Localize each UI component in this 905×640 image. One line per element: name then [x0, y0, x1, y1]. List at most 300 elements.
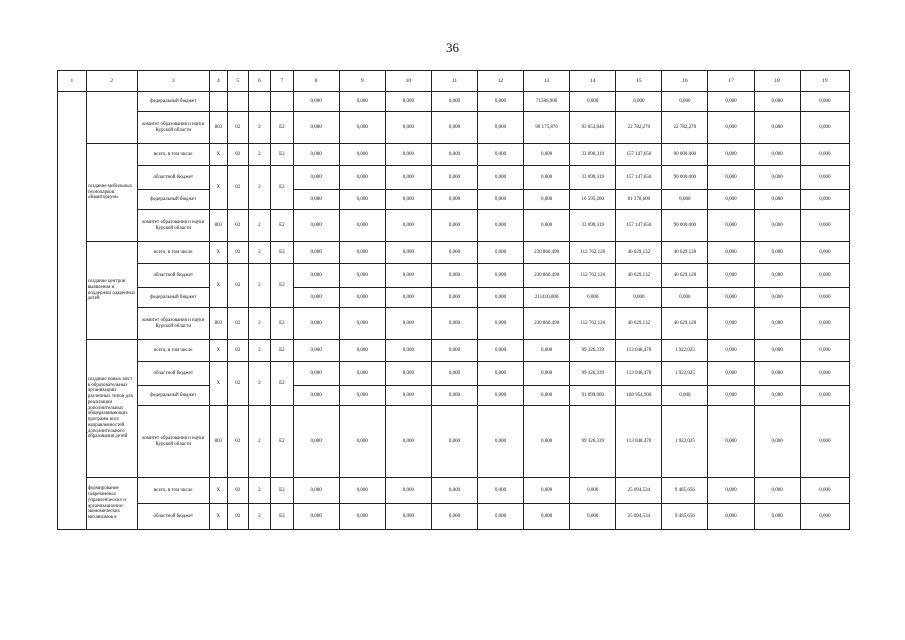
- value-cell: 0,000: [431, 210, 477, 242]
- value-cell: 0,000: [293, 478, 339, 504]
- value-cell: 93 053,846: [570, 112, 616, 144]
- value-cell: 0,000: [385, 144, 431, 166]
- value-cell: 0,000: [754, 190, 800, 210]
- table-row: [58, 386, 850, 406]
- measure-name: создание новых мест в образовательных организациях различных типов для реализации дополнительных общеразвивающих программ всех направленностей дополнительного образования детей: [86, 340, 137, 478]
- value-cell: 0,000: [339, 406, 385, 478]
- value-cell: 0,000: [385, 386, 431, 406]
- value-cell: 40 629,132: [616, 264, 662, 288]
- value-cell: 40 629,128: [662, 264, 708, 288]
- value-cell: 25 094,534: [616, 504, 662, 530]
- value-cell: 0,000: [800, 166, 849, 190]
- value-cell: 230 860,490: [524, 308, 570, 340]
- value-cell: 9 485,656: [662, 478, 708, 504]
- value-cell: 0,000: [708, 308, 754, 340]
- value-cell: 0,000: [477, 112, 523, 144]
- value-cell: 0,000: [524, 504, 570, 530]
- value-cell: 0,000: [754, 386, 800, 406]
- value-cell: 211410,000: [524, 288, 570, 308]
- value-cell: 0,000: [800, 92, 849, 112]
- value-cell: 0,000: [431, 478, 477, 504]
- code-cell: 02: [228, 144, 248, 166]
- value-cell: 0,000: [431, 288, 477, 308]
- code-cell: [271, 92, 294, 112]
- value-cell: 33 090,319: [570, 166, 616, 190]
- value-cell: 0,000: [754, 264, 800, 288]
- value-cell: 113 048,470: [616, 406, 662, 478]
- value-cell: 40 629,132: [616, 242, 662, 264]
- value-cell: 0,000: [431, 386, 477, 406]
- value-cell: 0,000: [800, 210, 849, 242]
- value-cell: 0,000: [477, 144, 523, 166]
- measure-name: формирование современных управленческих и организационно-экономических механизмов в: [86, 478, 137, 530]
- value-cell: 0,000: [339, 504, 385, 530]
- value-cell: 0,000: [339, 386, 385, 406]
- value-cell: 0,000: [708, 92, 754, 112]
- code-cell: 02: [228, 166, 248, 210]
- value-cell: 0,000: [477, 288, 523, 308]
- value-cell: 108 954,900: [616, 386, 662, 406]
- value-cell: 0,000: [524, 340, 570, 362]
- value-cell: 0,000: [477, 264, 523, 288]
- value-cell: 0,000: [385, 478, 431, 504]
- header-cell: 5: [228, 71, 248, 92]
- table-row: [58, 264, 850, 288]
- value-cell: 0,000: [524, 144, 570, 166]
- value-cell: 0,000: [293, 362, 339, 386]
- table-row: [58, 166, 850, 190]
- value-cell: 99 326,339: [570, 340, 616, 362]
- funding-source-label: комитет образования и науки Курской области: [137, 210, 209, 242]
- code-cell: Х: [209, 478, 227, 504]
- header-cell: 2: [86, 71, 137, 92]
- value-cell: 0,000: [708, 406, 754, 478]
- header-cell: 3: [137, 71, 209, 92]
- value-cell: 0,000: [385, 92, 431, 112]
- value-cell: 0,000: [800, 478, 849, 504]
- value-cell: 90 000,000: [662, 210, 708, 242]
- value-cell: 0,000: [339, 112, 385, 144]
- value-cell: 0,000: [754, 478, 800, 504]
- value-cell: 0,000: [385, 264, 431, 288]
- value-cell: 90 175,876: [524, 112, 570, 144]
- value-cell: 0,000: [800, 288, 849, 308]
- value-cell: 0,000: [754, 362, 800, 386]
- table-row: [58, 308, 850, 340]
- value-cell: 0,000: [662, 190, 708, 210]
- value-cell: 71586,900: [524, 92, 570, 112]
- value-cell: 0,000: [708, 166, 754, 190]
- value-cell: 0,000: [570, 478, 616, 504]
- budget-table: [57, 70, 850, 530]
- code-cell: E2: [271, 362, 294, 406]
- value-cell: 0,000: [339, 166, 385, 190]
- code-cell: Х: [209, 144, 227, 166]
- value-cell: 0,000: [800, 112, 849, 144]
- value-cell: 0,000: [293, 210, 339, 242]
- value-cell: 0,000: [754, 406, 800, 478]
- value-cell: 25 094,534: [616, 478, 662, 504]
- value-cell: 157 147,656: [616, 144, 662, 166]
- value-cell: 0,000: [431, 406, 477, 478]
- value-cell: 230 860,490: [524, 242, 570, 264]
- code-cell: 02: [228, 242, 248, 264]
- value-cell: 113 048,470: [616, 362, 662, 386]
- value-cell: 1 922,025: [662, 362, 708, 386]
- value-cell: 0,000: [385, 210, 431, 242]
- value-cell: 0,000: [477, 166, 523, 190]
- code-cell: E2: [271, 340, 294, 362]
- value-cell: 0,000: [431, 242, 477, 264]
- value-cell: 0,000: [431, 308, 477, 340]
- code-cell: 02: [228, 504, 248, 530]
- funding-source-label: областной бюджет: [137, 166, 209, 190]
- value-cell: 0,000: [616, 92, 662, 112]
- value-cell: 0,000: [570, 504, 616, 530]
- value-cell: 90 000,000: [662, 144, 708, 166]
- code-cell: 803: [209, 210, 227, 242]
- value-cell: 0,000: [293, 190, 339, 210]
- value-cell: 0,000: [754, 308, 800, 340]
- table-row: [58, 504, 850, 530]
- code-cell: Х: [209, 340, 227, 362]
- value-cell: 99 326,339: [570, 406, 616, 478]
- value-cell: 0,000: [708, 112, 754, 144]
- value-cell: 0,000: [339, 92, 385, 112]
- value-cell: 16 595,200: [570, 190, 616, 210]
- value-cell: 0,000: [431, 504, 477, 530]
- value-cell: 0,000: [754, 92, 800, 112]
- value-cell: 0,000: [800, 144, 849, 166]
- value-cell: 0,000: [708, 386, 754, 406]
- code-cell: 803: [209, 406, 227, 478]
- funding-source-label: комитет образования и науки Курской области: [137, 112, 209, 144]
- value-cell: 99 326,339: [570, 362, 616, 386]
- value-cell: 0,000: [293, 112, 339, 144]
- code-cell: 2: [248, 362, 271, 406]
- value-cell: 0,000: [477, 406, 523, 478]
- header-cell: 13: [524, 71, 570, 92]
- funding-source-label: комитет образования и науки Курской области: [137, 406, 209, 478]
- code-cell: E2: [271, 144, 294, 166]
- code-cell: 2: [248, 340, 271, 362]
- value-cell: 40 629,128: [662, 308, 708, 340]
- value-cell: 0,000: [662, 288, 708, 308]
- funding-source-label: областной бюджет: [137, 504, 209, 530]
- value-cell: 9 485,656: [662, 504, 708, 530]
- value-cell: 0,000: [477, 242, 523, 264]
- table-row: [58, 406, 850, 478]
- header-cell: 6: [248, 71, 271, 92]
- value-cell: 0,000: [524, 190, 570, 210]
- value-cell: 0,000: [293, 340, 339, 362]
- code-cell: [248, 92, 271, 112]
- value-cell: 0,000: [708, 210, 754, 242]
- value-cell: 0,000: [339, 144, 385, 166]
- page-number: 36: [446, 40, 459, 55]
- header-cell: 4: [209, 71, 227, 92]
- header-cell: 8: [293, 71, 339, 92]
- measure-name: [86, 92, 137, 144]
- value-cell: 1 922,025: [662, 340, 708, 362]
- value-cell: 0,000: [708, 288, 754, 308]
- value-cell: 0,000: [708, 362, 754, 386]
- value-cell: 0,000: [339, 242, 385, 264]
- header-cell: 17: [708, 71, 754, 92]
- value-cell: 0,000: [477, 210, 523, 242]
- code-cell: E2: [271, 166, 294, 210]
- value-cell: 0,000: [431, 166, 477, 190]
- header-cell: 15: [616, 71, 662, 92]
- value-cell: 91 099,900: [570, 386, 616, 406]
- code-cell: E2: [271, 210, 294, 242]
- value-cell: 0,000: [293, 504, 339, 530]
- table-row: [58, 144, 850, 166]
- code-cell: 2: [248, 242, 271, 264]
- value-cell: 33 090,319: [570, 144, 616, 166]
- code-cell: 2: [248, 210, 271, 242]
- value-cell: 40 629,128: [662, 242, 708, 264]
- value-cell: 81 378,600: [616, 190, 662, 210]
- code-cell: 2: [248, 112, 271, 144]
- code-cell: 02: [228, 264, 248, 308]
- value-cell: 0,000: [431, 264, 477, 288]
- funding-source-label: всего, в том числе: [137, 144, 209, 166]
- value-cell: 0,000: [800, 340, 849, 362]
- value-cell: 0,000: [524, 406, 570, 478]
- value-cell: 0,000: [385, 406, 431, 478]
- funding-source-label: комитет образования и науки Курской области: [137, 308, 209, 340]
- value-cell: 0,000: [524, 210, 570, 242]
- value-cell: 0,000: [477, 340, 523, 362]
- value-cell: 0,000: [339, 340, 385, 362]
- code-cell: 02: [228, 362, 248, 406]
- value-cell: 0,000: [293, 406, 339, 478]
- value-cell: 0,000: [339, 362, 385, 386]
- funding-source-label: всего, в том числе: [137, 478, 209, 504]
- value-cell: 22 782,270: [662, 112, 708, 144]
- code-cell: 02: [228, 112, 248, 144]
- value-cell: 0,000: [477, 504, 523, 530]
- funding-source-label: федеральный бюджет: [137, 288, 209, 308]
- header-cell: 18: [754, 71, 800, 92]
- value-cell: 1 922,025: [662, 406, 708, 478]
- value-cell: 0,000: [477, 92, 523, 112]
- value-cell: 0,000: [385, 340, 431, 362]
- value-cell: 0,000: [385, 362, 431, 386]
- table-row: [58, 92, 850, 112]
- value-cell: 0,000: [708, 242, 754, 264]
- code-cell: E2: [271, 264, 294, 308]
- value-cell: 0,000: [800, 362, 849, 386]
- header-cell: 9: [339, 71, 385, 92]
- value-cell: 0,000: [477, 308, 523, 340]
- value-cell: 0,000: [293, 92, 339, 112]
- value-cell: 0,000: [477, 190, 523, 210]
- value-cell: 112 762,126: [570, 242, 616, 264]
- table-row: [58, 210, 850, 242]
- funding-source-label: областной бюджет: [137, 264, 209, 288]
- value-cell: 0,000: [293, 166, 339, 190]
- code-cell: 2: [248, 406, 271, 478]
- funding-source-label: всего, в том числе: [137, 242, 209, 264]
- value-cell: 0,000: [385, 190, 431, 210]
- code-cell: E2: [271, 308, 294, 340]
- value-cell: 157 147,656: [616, 166, 662, 190]
- header-cell: 11: [431, 71, 477, 92]
- value-cell: 0,000: [662, 92, 708, 112]
- value-cell: 0,000: [800, 242, 849, 264]
- value-cell: 0,000: [708, 264, 754, 288]
- value-cell: 0,000: [385, 504, 431, 530]
- header-cell: 7: [271, 71, 294, 92]
- value-cell: 0,000: [477, 362, 523, 386]
- value-cell: 0,000: [708, 340, 754, 362]
- value-cell: 0,000: [708, 504, 754, 530]
- code-cell: Х: [209, 166, 227, 210]
- value-cell: 0,000: [293, 386, 339, 406]
- value-cell: 0,000: [524, 386, 570, 406]
- value-cell: 0,000: [708, 144, 754, 166]
- header-row: [58, 71, 850, 92]
- value-cell: 0,000: [616, 288, 662, 308]
- value-cell: 0,000: [477, 386, 523, 406]
- value-cell: 0,000: [524, 478, 570, 504]
- code-cell: E2: [271, 406, 294, 478]
- value-cell: 0,000: [431, 144, 477, 166]
- code-cell: 803: [209, 112, 227, 144]
- value-cell: 0,000: [800, 406, 849, 478]
- code-cell: [228, 92, 248, 112]
- value-cell: 0,000: [293, 242, 339, 264]
- table-row: [58, 112, 850, 144]
- code-cell: 02: [228, 340, 248, 362]
- value-cell: 230 860,490: [524, 264, 570, 288]
- value-cell: 0,000: [754, 144, 800, 166]
- value-cell: 113 048,470: [616, 340, 662, 362]
- code-cell: 02: [228, 210, 248, 242]
- value-cell: 0,000: [339, 190, 385, 210]
- code-cell: Х: [209, 242, 227, 264]
- header-cell: 14: [570, 71, 616, 92]
- code-cell: 02: [228, 406, 248, 478]
- value-cell: 0,000: [800, 264, 849, 288]
- header-cell: 16: [662, 71, 708, 92]
- value-cell: 0,000: [385, 308, 431, 340]
- value-cell: 0,000: [570, 92, 616, 112]
- code-cell: 2: [248, 264, 271, 308]
- measure-name: создание центров выявления и поддержки одаренных детей: [86, 242, 137, 340]
- value-cell: 33 090,319: [570, 210, 616, 242]
- value-cell: 0,000: [662, 386, 708, 406]
- value-cell: 0,000: [431, 190, 477, 210]
- table-row: [58, 190, 850, 210]
- header-cell: 1: [58, 71, 87, 92]
- header-cell: 12: [477, 71, 523, 92]
- value-cell: 0,000: [385, 242, 431, 264]
- value-cell: 0,000: [570, 288, 616, 308]
- code-cell: E2: [271, 478, 294, 504]
- value-cell: 0,000: [339, 264, 385, 288]
- measure-name: создание мобильных технопарков «Кванториум»: [86, 144, 137, 242]
- value-cell: 0,000: [385, 288, 431, 308]
- code-cell: 803: [209, 308, 227, 340]
- table-row: [58, 340, 850, 362]
- code-cell: E2: [271, 242, 294, 264]
- table-row: [58, 478, 850, 504]
- value-cell: 0,000: [339, 478, 385, 504]
- value-cell: 0,000: [339, 210, 385, 242]
- value-cell: 90 000,000: [662, 166, 708, 190]
- value-cell: 22 782,270: [616, 112, 662, 144]
- funding-source-label: федеральный бюджет: [137, 190, 209, 210]
- code-cell: Х: [209, 264, 227, 308]
- value-cell: 0,000: [800, 190, 849, 210]
- value-cell: 112 762,126: [570, 308, 616, 340]
- value-cell: 0,000: [339, 308, 385, 340]
- value-cell: 40 629,132: [616, 308, 662, 340]
- value-cell: 0,000: [800, 308, 849, 340]
- value-cell: 0,000: [708, 190, 754, 210]
- code-cell: 02: [228, 308, 248, 340]
- value-cell: 0,000: [431, 92, 477, 112]
- value-cell: 0,000: [524, 166, 570, 190]
- code-cell: 2: [248, 308, 271, 340]
- value-cell: 0,000: [754, 112, 800, 144]
- code-cell: Х: [209, 362, 227, 406]
- value-cell: 0,000: [293, 144, 339, 166]
- value-cell: 0,000: [754, 340, 800, 362]
- code-cell: 2: [248, 166, 271, 210]
- table-row: [58, 242, 850, 264]
- funding-source-label: федеральный бюджет: [137, 92, 209, 112]
- value-cell: 0,000: [431, 362, 477, 386]
- value-cell: 0,000: [431, 340, 477, 362]
- value-cell: 0,000: [385, 166, 431, 190]
- value-cell: 112 762,126: [570, 264, 616, 288]
- value-cell: 0,000: [524, 362, 570, 386]
- value-cell: 0,000: [754, 288, 800, 308]
- value-cell: 0,000: [800, 386, 849, 406]
- code-cell: E2: [271, 504, 294, 530]
- funding-source-label: федеральный бюджет: [137, 386, 209, 406]
- code-cell: 2: [248, 504, 271, 530]
- value-cell: 0,000: [431, 112, 477, 144]
- value-cell: 0,000: [754, 166, 800, 190]
- value-cell: 0,000: [708, 478, 754, 504]
- table-row: [58, 288, 850, 308]
- value-cell: 0,000: [293, 264, 339, 288]
- code-cell: 2: [248, 144, 271, 166]
- code-cell: Х: [209, 504, 227, 530]
- value-cell: 0,000: [477, 478, 523, 504]
- value-cell: 0,000: [754, 210, 800, 242]
- value-cell: 0,000: [754, 242, 800, 264]
- funding-source-label: областной бюджет: [137, 362, 209, 386]
- row-number-cell: [58, 92, 87, 530]
- code-cell: [209, 92, 227, 112]
- value-cell: 157 147,656: [616, 210, 662, 242]
- value-cell: 0,000: [385, 112, 431, 144]
- value-cell: 0,000: [339, 288, 385, 308]
- funding-source-label: всего, в том числе: [137, 340, 209, 362]
- header-cell: 10: [385, 71, 431, 92]
- table-row: [58, 362, 850, 386]
- code-cell: 02: [228, 478, 248, 504]
- value-cell: 0,000: [754, 504, 800, 530]
- value-cell: 0,000: [800, 504, 849, 530]
- code-cell: E2: [271, 112, 294, 144]
